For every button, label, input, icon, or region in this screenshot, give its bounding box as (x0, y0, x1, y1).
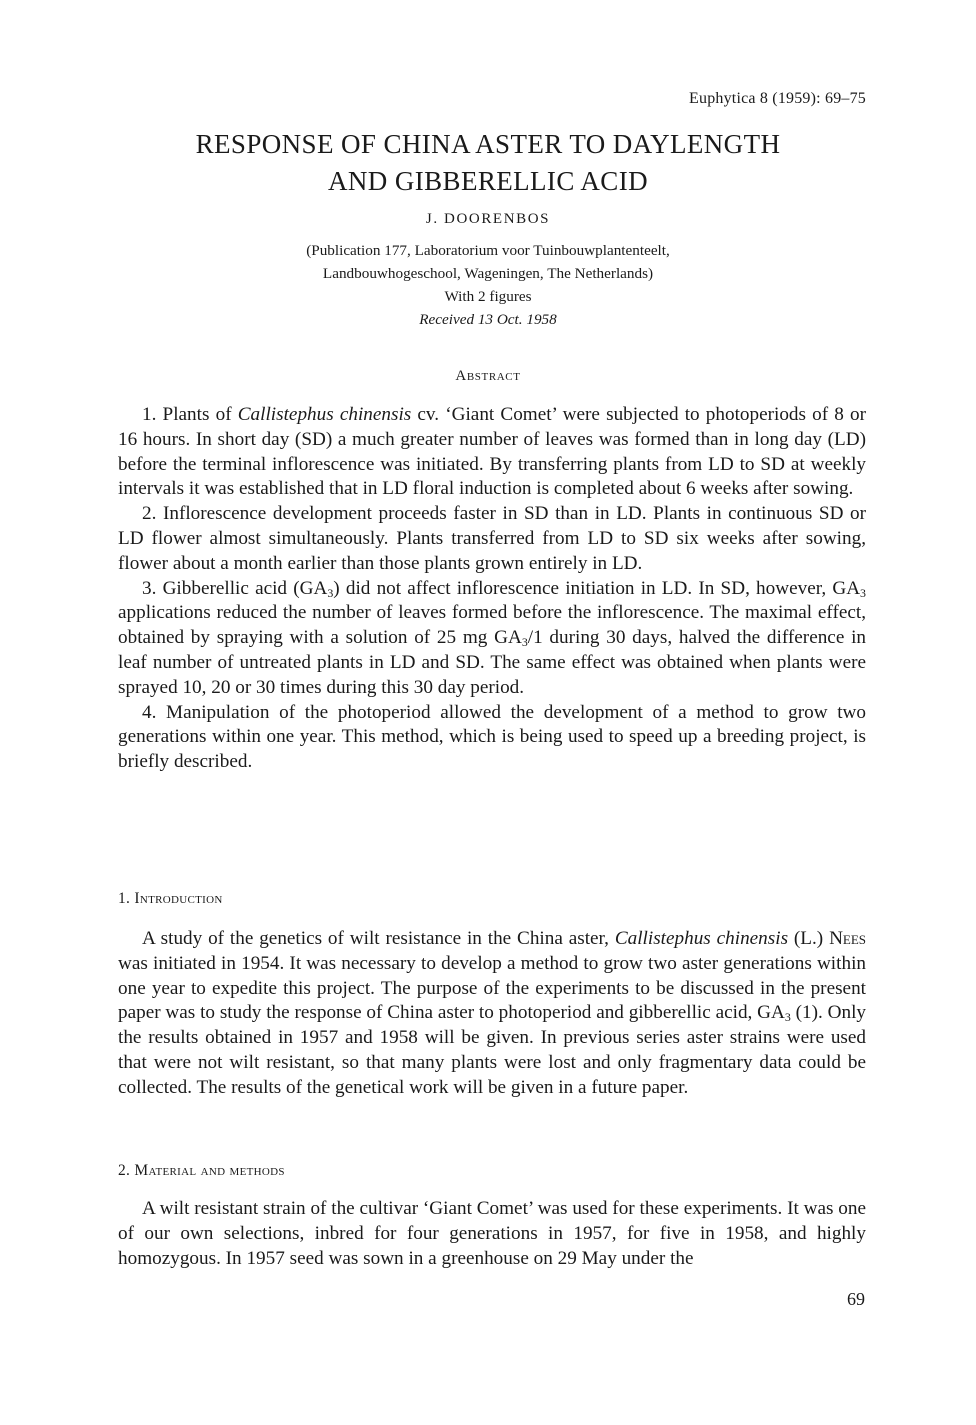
abstract-paragraph-2: 2. Inflorescence development proceeds faster in SD than in LD. Plants in continuous SD or LD flower almost simultaneously. Plants transferred from LD to SD six weeks after sowing, flower about a month earlier than those plants grown entirely in LD. (118, 503, 866, 574)
text-run: (L.) (788, 928, 830, 949)
figures-note: With 2 figures (444, 288, 532, 305)
received-date: Received 13 Oct. 1958 (419, 311, 557, 328)
species-name: Callistephus chinensis (237, 404, 412, 425)
section-heading-introduction: 1. Introduction (118, 890, 223, 907)
title-line-2: AND GIBBERELLIC ACID (328, 166, 648, 196)
introduction-body (118, 927, 866, 1101)
text-run: (1). Only the results obtained in 1957 and 1958 will be given. In previous series aster strains were used that were not wilt resistant, so that many plants were lost and only fragmentary data could be collected. The results of the genetical work will be given in a future paper. (118, 1002, 867, 1098)
abstract-paragraph-3 (118, 577, 866, 701)
title-line-1: RESPONSE OF CHINA ASTER TO DAYLENGTH (195, 129, 781, 159)
text-run: A study of the genetics of wilt resistance in the China aster, (142, 928, 615, 949)
text-run: /1 during 30 days, halved the difference in leaf number of untreated plants in LD and SD. The same effect was obtained when plants were sprayed 10, 20 or 30 times during this 30 day period. (118, 627, 866, 698)
affiliation-block (0, 239, 976, 331)
journal-reference: Euphytica 8 (1959): 69–75 (689, 90, 866, 107)
text-run: applications reduced the number of leaves formed before the inflorescence. The maximal effect, obtained by spraying with a solution of 25 mg GA (118, 602, 866, 649)
species-name: Callistephus chinensis (614, 928, 789, 949)
affiliation-line-2: Landbouwhogeschool, Wageningen, The Netherlands) (322, 265, 654, 282)
abstract-paragraph-4: 4. Manipulation of the photoperiod allowed the development of a method to grow two generations within one year. This method, which is being used to speed up a breeding project, is briefly described. (118, 701, 866, 773)
subscript: 3 (860, 585, 866, 600)
text-run: ) did not affect inflorescence initiation in LD. In SD, however, GA (333, 577, 861, 599)
text-run: was initiated in 1954. It was necessary to develop a method to grow two aster generations within one year to expedite this project. The purpose of the experiments to be discussed in the present paper was to study the response of China aster to photoperiod and gibberellic acid, GA (118, 952, 866, 1024)
text-run: 1. Plants of (142, 404, 238, 425)
text-run: 3. Gibberellic acid (GA (142, 577, 328, 599)
subscript: 3 (521, 635, 528, 650)
author-name: J. DOORENBOS (425, 211, 551, 227)
abstract-body (118, 403, 866, 775)
abstract-heading: Abstract (455, 368, 521, 384)
subscript: 3 (327, 585, 334, 600)
introduction-paragraph (118, 927, 866, 1101)
methods-paragraph: A wilt resistant strain of the cultivar ‘Giant Comet’ was used for these experiments. It was one of our own selections, inbred for four generations in 1957, for five in 1958, and highly homozygous. In 1957 seed was sown in a greenhouse on 29 May under the (118, 1198, 866, 1269)
author-citation: Nees (829, 928, 867, 949)
affiliation-line-1: (Publication 177, Laboratorium voor Tuinbouwplantenteelt, (306, 242, 670, 259)
section-heading-methods: 2. Material and methods (118, 1162, 285, 1179)
methods-body (118, 1197, 866, 1271)
text-run: cv. ‘Giant Comet’ were subjected to photoperiods of 8 or 16 hours. In short day (SD) a much greater number of leaves was formed than in long day (LD) before the terminal inflorescence was initiated. By transferring plants from LD to SD at weekly intervals it was established that in LD floral induction is completed about 6 weeks after sowing. (118, 404, 866, 500)
page-number: 69 (847, 1289, 865, 1309)
subscript: 3 (784, 1010, 791, 1025)
abstract-paragraph-1 (118, 403, 866, 502)
article-title (0, 126, 976, 200)
